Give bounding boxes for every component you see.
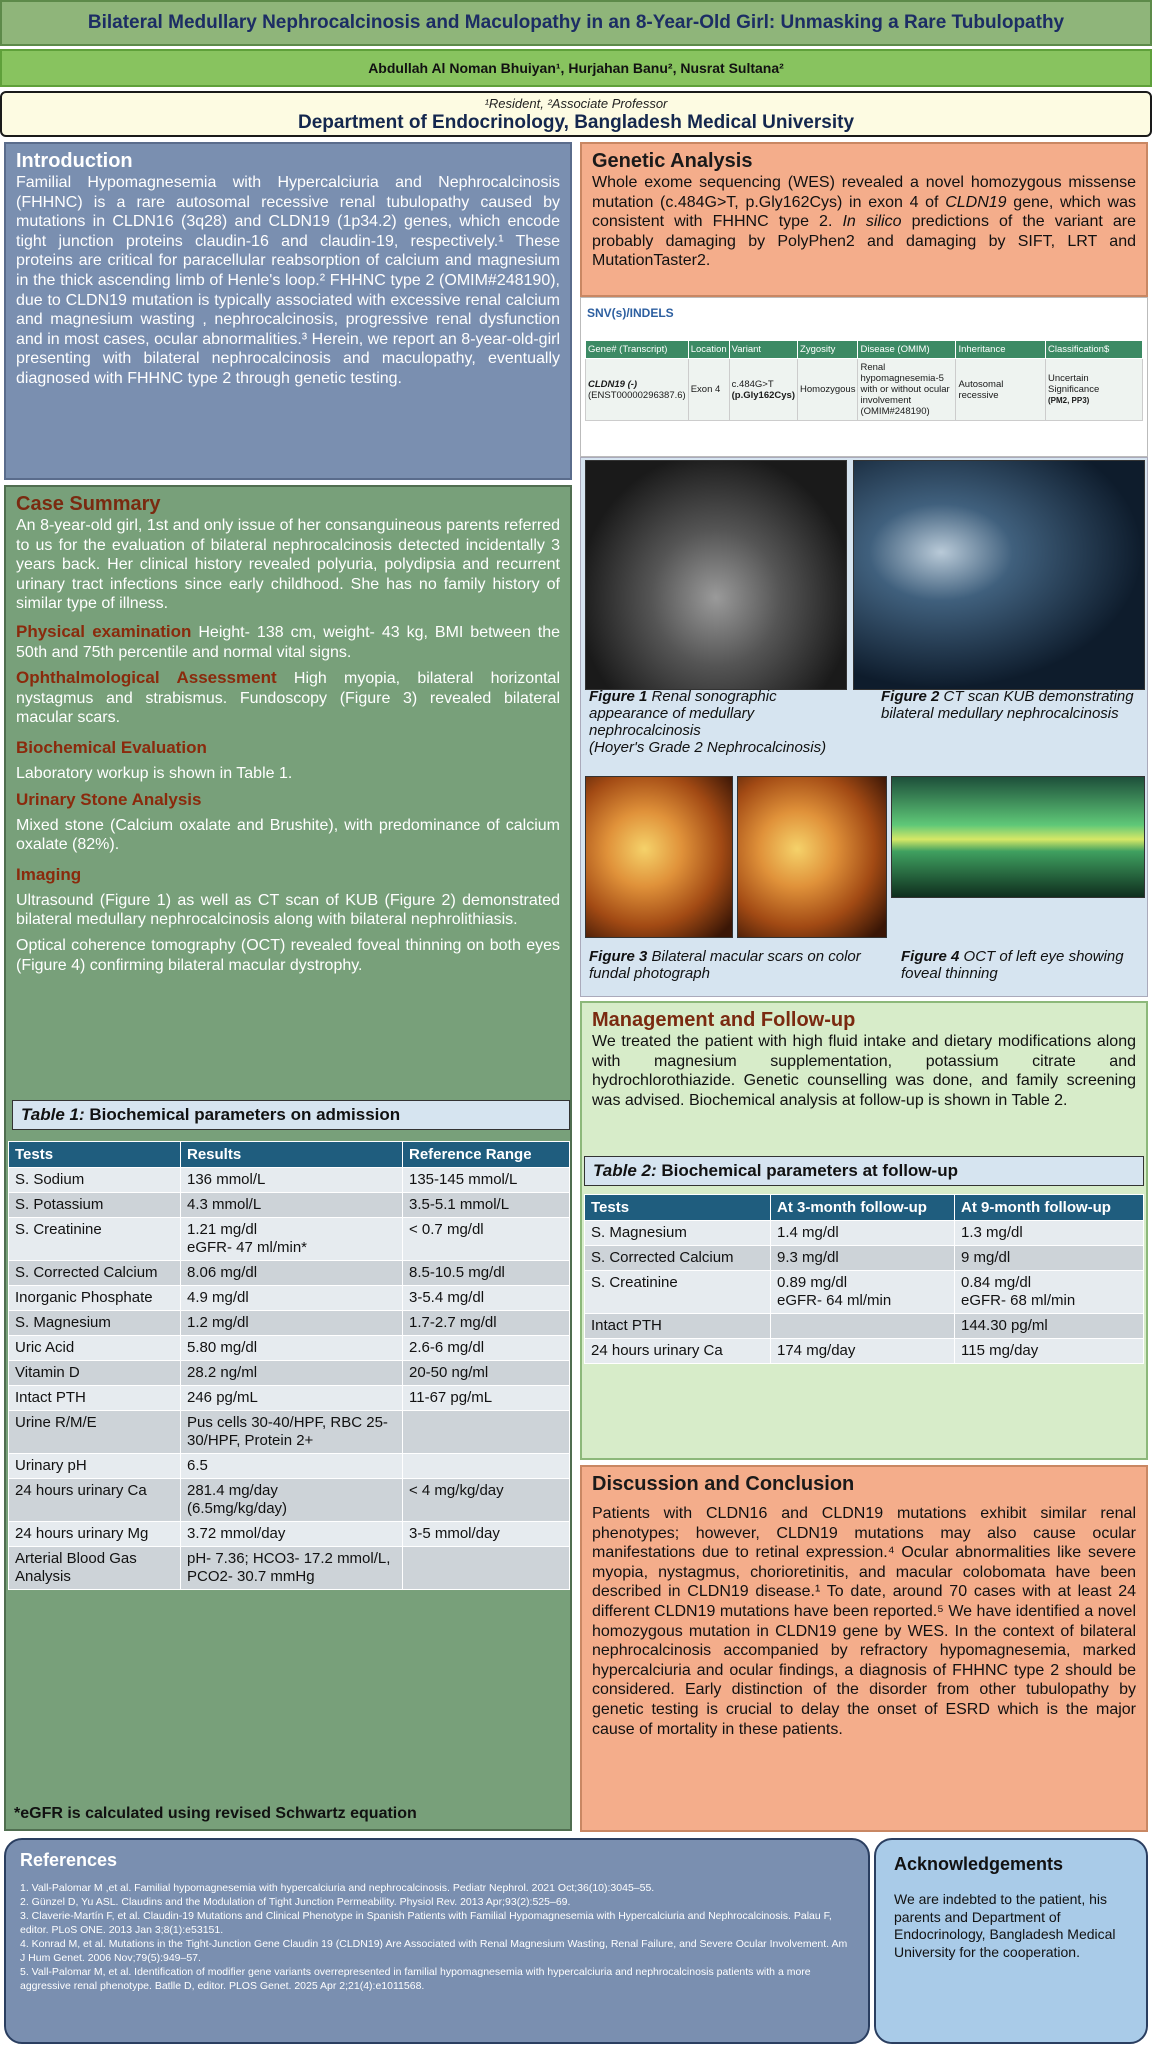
table1-cell: Urinary pH bbox=[9, 1454, 181, 1479]
figure4-label: Figure 4 bbox=[901, 948, 960, 965]
table2-cell: Intact PTH bbox=[585, 1314, 771, 1339]
table1-cell: < 0.7 mg/dl bbox=[403, 1218, 570, 1261]
management-text: We treated the patient with high fluid intake and dietary modifications along with magnesium supplementation, potassium citrate and hydrochlorothiazide. Genetic counselling was done, and family screening was advised. Biochemical analysis at follow-up is shown in Table 2. bbox=[592, 1033, 1136, 1109]
references-list bbox=[20, 1881, 854, 1993]
reference-item: 1. Vall-Palomar M ,et al. Familial hypomagnesemia with hypercalciuria and nephrocalcinosis. Pediatr Nephrol. 2021 Oct;36(10):3045–55. bbox=[20, 1882, 655, 1894]
discussion-heading: Discussion and Conclusion bbox=[592, 1473, 855, 1495]
figure2-label: Figure 2 bbox=[881, 688, 940, 705]
table1-cell: Intact PTH bbox=[9, 1386, 181, 1411]
table1-cell: 3.5-5.1 mmol/L bbox=[403, 1193, 570, 1218]
snv-header-classification: Classification$ bbox=[1046, 341, 1143, 359]
figure4-text: OCT of left eye showing foveal thinning bbox=[901, 948, 1124, 982]
table2-header-3month: At 3-month follow-up bbox=[771, 1195, 955, 1221]
snv-variant-p: (p.Gly162Cys) bbox=[731, 389, 796, 401]
department-name: Department of Endocrinology, Bangladesh Medical University bbox=[297, 112, 855, 133]
table2-cell: 174 mg/day bbox=[771, 1339, 955, 1364]
biochemical-text: Laboratory workup is shown in Table 1. bbox=[16, 764, 293, 782]
figure1-caption bbox=[589, 688, 849, 756]
table2-caption-text: Biochemical parameters at follow-up bbox=[656, 1161, 958, 1180]
table1-cell: 8.5-10.5 mg/dl bbox=[403, 1261, 570, 1286]
table1-cell: 3-5 mmol/day bbox=[403, 1522, 570, 1547]
ophthalmology-paragraph bbox=[16, 668, 560, 728]
table2-cell: S. Magnesium bbox=[585, 1221, 771, 1246]
snv-header-location: Location bbox=[688, 341, 729, 359]
table1-row bbox=[9, 1522, 570, 1547]
imaging-text-2: Optical coherence tomography (OCT) revealed foveal thinning on both eyes (Figure 4) confirming bilateral macular dystrophy. bbox=[16, 936, 560, 974]
table2-cell: 24 hours urinary Ca bbox=[585, 1339, 771, 1364]
table2-cell: 0.84 mg/dl eGFR- 68 ml/min bbox=[955, 1271, 1144, 1314]
ophthalmology-text: High myopia, bilateral horizontal nystagmus and strabismus. Fundoscopy (Figure 3) revealed bilateral macular scars. bbox=[16, 670, 560, 727]
snv-classification-cell bbox=[1046, 359, 1143, 421]
snv-transcript: (ENST00000296387.6) bbox=[588, 389, 686, 401]
table1-cell: 11-67 pg/mL bbox=[403, 1386, 570, 1411]
fundus-photo-right bbox=[585, 776, 733, 938]
case-summary-heading: Case Summary bbox=[16, 493, 161, 515]
genetic-text-gene: CLDN19 bbox=[945, 193, 1007, 211]
table1-cell: S. Corrected Calcium bbox=[9, 1261, 181, 1286]
table1-cell: < 4 mg/kg/day bbox=[403, 1479, 570, 1522]
snv-header-disease: Disease (OMIM) bbox=[858, 341, 956, 359]
discussion-text: Patients with CLDN16 and CLDN19 mutations exhibit similar renal phenotypes; however, CLDN19 mutations may also cause ocular manifestations due to retinal expression.⁴ Ocular abnormalities like severe myopia, nystagmus, chorioretinitis, and macular colobomata have been described in CLDN19 disease.¹ To date, around 70 cases with at least 24 different CLDN19 mutations have been reported.⁵ We have identified a novel homozygous mutation in CLDN19 gene by WES. In the context of bilateral nephrocalcinosis accompanied by refractory hypomagnesemia, marked hypercalciuria and ocular findings, a diagnosis of FHHNC type 2 should be considered. Early distinction of the disorder from other tubulopathy by genetic testing is crucial to delay the onset of ESRD which is the major cause of mortality in these patients. bbox=[592, 1505, 1136, 1738]
table1-row bbox=[9, 1411, 570, 1454]
table1-cell: 28.2 ng/ml bbox=[181, 1361, 403, 1386]
author-roles: ¹Resident, ²Associate Professor bbox=[484, 96, 668, 111]
table1-cell: 281.4 mg/day (6.5mg/kg/day) bbox=[181, 1479, 403, 1522]
table2-cell: 1.3 mg/dl bbox=[955, 1221, 1144, 1246]
snv-zygosity: Homozygous bbox=[798, 359, 858, 421]
table2-cell bbox=[771, 1314, 955, 1339]
acknowledgements-heading: Acknowledgements bbox=[894, 1854, 1064, 1874]
table2-row bbox=[585, 1221, 1144, 1246]
table1-cell: S. Potassium bbox=[9, 1193, 181, 1218]
snv-table bbox=[585, 340, 1143, 421]
snv-header-variant: Variant bbox=[729, 341, 797, 359]
table2-header-9month: At 9-month follow-up bbox=[955, 1195, 1144, 1221]
table1-cell: 1.2 mg/dl bbox=[181, 1311, 403, 1336]
department-bar bbox=[0, 91, 1152, 137]
table1-caption bbox=[12, 1100, 570, 1130]
table2-cell: 144.30 pg/ml bbox=[955, 1314, 1144, 1339]
table1-cell: 1.7-2.7 mg/dl bbox=[403, 1311, 570, 1336]
genetic-analysis-section bbox=[580, 142, 1148, 297]
table1-cell: 8.06 mg/dl bbox=[181, 1261, 403, 1286]
table1-cell: 20-50 ng/ml bbox=[403, 1361, 570, 1386]
reference-item: 5. Vall-Palomar M, et al. Identification of modifier gene variants overrepresented in familial hypomagnesemia with hypercalciuria and nephrocalcinosis patients with a more aggressive renal phenotype. Batlle D, editor. PLOS Genet. 2025 Apr 2;21(4):e1011568. bbox=[20, 1966, 811, 1992]
snv-label: SNV(s)/INDELS bbox=[587, 306, 674, 320]
table1-cell: 3.72 mmol/day bbox=[181, 1522, 403, 1547]
imaging-heading: Imaging bbox=[16, 864, 82, 884]
ct-kub-image bbox=[853, 460, 1145, 690]
table2-cell: 0.89 mg/dl eGFR- 64 ml/min bbox=[771, 1271, 955, 1314]
table1-cell: Vitamin D bbox=[9, 1361, 181, 1386]
table1-cell: 6.5 bbox=[181, 1454, 403, 1479]
table1-cell: 24 hours urinary Mg bbox=[9, 1522, 181, 1547]
authors-bar bbox=[0, 49, 1152, 87]
figures-panel bbox=[580, 457, 1148, 997]
genetic-text-a: Whole exome sequencing (WES) revealed a novel homozygous missense mutation (c.484G>T, p.Gly162Cys) in exon 4 of bbox=[592, 174, 1136, 211]
table2-cell: 9 mg/dl bbox=[955, 1246, 1144, 1271]
table2-cell: 1.4 mg/dl bbox=[771, 1221, 955, 1246]
table1-header-reference: Reference Range bbox=[403, 1142, 570, 1168]
genetic-text-b: gene, which was consistent with FHHNC type 2. bbox=[592, 193, 1137, 231]
table1-cell: pH- 7.36; HCO3- 17.2 mmol/L, PCO2- 30.7 mmHg bbox=[181, 1547, 403, 1590]
snv-classification-note: (PM2, PP3) bbox=[1048, 396, 1090, 405]
introduction-section bbox=[4, 142, 572, 480]
table2-header-tests: Tests bbox=[585, 1195, 771, 1221]
table1-cell: Urine R/M/E bbox=[9, 1411, 181, 1454]
genetic-text-c: predictions of the variant are probably damaging by PolyPhen2 and damaging by SIFT, LRT and MutationTaster2. bbox=[592, 213, 1137, 270]
table1-row bbox=[9, 1336, 570, 1361]
table1-cell: Uric Acid bbox=[9, 1336, 181, 1361]
table1-note: *eGFR is calculated using revised Schwartz equation bbox=[14, 1805, 417, 1822]
physical-exam-paragraph bbox=[16, 622, 560, 662]
table1-cell: 4.9 mg/dl bbox=[181, 1286, 403, 1311]
introduction-text: Familial Hypomagnesemia with Hypercalciuria and Nephrocalcinosis (FHHNC) is a rare autosomal recessive renal tubulopathy caused by mutations in CLDN16 (3q28) and CLDN19 (1p34.2) genes, which encode tight junction proteins claudin-16 and claudin-19, respectively.¹ These proteins are critical for paracellular reabsorption of calcium and magnesium in the thick ascending limb of Henle's loop.² FHHNC type 2 (OMIM#248190), due to CLDN19 mutation is typically associated with excessive renal calcium and magnesium wasting , nephrocalcinosis, progressive renal dysfunction and in most cases, ocular abnormalities.³ Herein, we report an 8-year-old-girl presenting with bilateral nephrocalcinosis and maculopathy, eventually diagnosed with FHHNC type 2 through genetic testing. bbox=[16, 174, 560, 387]
oct-image bbox=[891, 776, 1145, 898]
table1-row bbox=[9, 1454, 570, 1479]
figure1-text2: (Hoyer's Grade 2 Nephrocalcinosis) bbox=[589, 739, 827, 756]
table1-cell: Inorganic Phosphate bbox=[9, 1286, 181, 1311]
snv-variant-cell bbox=[729, 359, 797, 421]
snv-gene: CLDN19 (-) bbox=[588, 378, 638, 390]
snv-location: Exon 4 bbox=[688, 359, 729, 421]
table1-cell: Arterial Blood Gas Analysis bbox=[9, 1547, 181, 1590]
genetic-text bbox=[592, 173, 1136, 271]
physical-exam-text: Height- 138 cm, weight- 43 kg, BMI between the 50th and 75th percentile and normal vital signs. bbox=[16, 623, 561, 661]
figure3-label: Figure 3 bbox=[589, 948, 648, 965]
genetic-heading: Genetic Analysis bbox=[592, 150, 753, 172]
snv-inheritance: Autosomal recessive bbox=[956, 359, 1046, 421]
table1-row bbox=[9, 1386, 570, 1411]
figure3-text: Bilateral macular scars on color fundal photograph bbox=[589, 948, 861, 982]
table1-header-results: Results bbox=[181, 1142, 403, 1168]
table1-row bbox=[9, 1168, 570, 1193]
table1-cell bbox=[403, 1411, 570, 1454]
renal-ultrasound-image bbox=[585, 460, 847, 690]
figure2-text: CT scan KUB demonstrating bilateral medullary nephrocalcinosis bbox=[881, 688, 1134, 722]
table1-header-tests: Tests bbox=[9, 1142, 181, 1168]
stone-text: Mixed stone (Calcium oxalate and Brushite), with predominance of calcium oxalate (82%). bbox=[16, 816, 560, 854]
table1-row bbox=[9, 1311, 570, 1336]
poster-title-bar bbox=[0, 0, 1152, 46]
table1-row bbox=[9, 1193, 570, 1218]
table2-cell: 9.3 mg/dl bbox=[771, 1246, 955, 1271]
table1-caption-label: Table 1: bbox=[21, 1105, 85, 1124]
table1-cell: S. Magnesium bbox=[9, 1311, 181, 1336]
case-summary-text: An 8-year-old girl, 1st and only issue of her consanguineous parents referred to us for the evaluation of bilateral nephrocalcinosis detected incidentally 3 years back. Her clinical history revealed polyuria, polydipsia and recurrent urinary tract infections since early childhood. She has no family history of similar type of illness. bbox=[16, 517, 560, 613]
table1-row bbox=[9, 1218, 570, 1261]
discussion-section bbox=[580, 1465, 1148, 1832]
introduction-heading: Introduction bbox=[16, 150, 133, 172]
acknowledgements-section bbox=[874, 1838, 1148, 2044]
table2-row bbox=[585, 1246, 1144, 1271]
table2-caption-label: Table 2: bbox=[593, 1161, 657, 1180]
reference-item: 2. Günzel D, Yu ASL. Claudins and the Modulation of Tight Junction Permeability. Physiol Rev. 2013 Apr;93(2):525–69. bbox=[20, 1896, 571, 1908]
figure4-caption bbox=[901, 948, 1141, 982]
table2-cell: 115 mg/day bbox=[955, 1339, 1144, 1364]
table1-cell: 24 hours urinary Ca bbox=[9, 1479, 181, 1522]
snv-gene-cell bbox=[586, 359, 689, 421]
table1-cell: S. Creatinine bbox=[9, 1218, 181, 1261]
snv-report bbox=[580, 297, 1148, 457]
snv-header-zygosity: Zygosity bbox=[798, 341, 858, 359]
biochemical-heading: Biochemical Evaluation bbox=[16, 737, 207, 757]
figure1-label: Figure 1 bbox=[589, 688, 648, 705]
table2-cell: S. Creatinine bbox=[585, 1271, 771, 1314]
snv-disease: Renal hypomagnesemia-5 with or without ocular involvement (OMIM#248190) bbox=[858, 359, 956, 421]
table1-cell: 4.3 mmol/L bbox=[181, 1193, 403, 1218]
figure2-caption bbox=[881, 688, 1143, 722]
table2-row bbox=[585, 1339, 1144, 1364]
figure3-caption bbox=[589, 948, 879, 982]
authors: Abdullah Al Noman Bhuiyan¹, Hurjahan Banu², Nusrat Sultana² bbox=[368, 60, 784, 76]
table1-cell: 1.21 mg/dl eGFR- 47 ml/min* bbox=[181, 1218, 403, 1261]
table1-cell: 135-145 mmol/L bbox=[403, 1168, 570, 1193]
table1-row bbox=[9, 1361, 570, 1386]
table1-cell: Pus cells 30-40/HPF, RBC 25-30/HPF, Protein 2+ bbox=[181, 1411, 403, 1454]
table1-cell: S. Sodium bbox=[9, 1168, 181, 1193]
table1-cell bbox=[403, 1454, 570, 1479]
table1-cell bbox=[403, 1547, 570, 1590]
table1-cell: 136 mmol/L bbox=[181, 1168, 403, 1193]
physical-exam-heading: Physical examination bbox=[16, 621, 192, 641]
table1-row bbox=[9, 1286, 570, 1311]
fundus-photo-left bbox=[737, 776, 887, 938]
ophthalmology-heading: Ophthalmological Assessment bbox=[16, 668, 277, 688]
references-heading: References bbox=[20, 1850, 118, 1870]
poster-title: Bilateral Medullary Nephrocalcinosis and Maculopathy in an 8-Year-Old Girl: Unmasking a Rare Tubulopathy bbox=[87, 12, 1065, 33]
stone-heading: Urinary Stone Analysis bbox=[16, 789, 202, 809]
snv-header-gene: Gene# (Transcript) bbox=[586, 341, 689, 359]
snv-header-inheritance: Inheritance bbox=[956, 341, 1046, 359]
reference-item: 4. Konrad M, et al. Mutations in the Tight-Junction Gene Claudin 19 (CLDN19) Are Associated with Renal Magnesium Wasting, Renal Failure, and Severe Ocular Involvement. Am J Hum Genet. 2006 Nov;79(5):949–57. bbox=[20, 1938, 848, 1964]
snv-variant-c: c.484G>T bbox=[731, 378, 774, 390]
imaging-text-1: Ultrasound (Figure 1) as well as CT scan of KUB (Figure 2) demonstrated bilateral medullary nephrocalcinosis along with bilateral nephrolithiasis. bbox=[16, 891, 560, 929]
table2-caption bbox=[584, 1156, 1144, 1186]
snv-classification: Uncertain Significance bbox=[1048, 373, 1100, 395]
acknowledgements-text: We are indebted to the patient, his parents and Department of Endocrinology, Bangladesh Medical University for the cooperation. bbox=[894, 1891, 1116, 1960]
references-section bbox=[4, 1838, 870, 2044]
table1-cell: 246 pg/mL bbox=[181, 1386, 403, 1411]
management-heading: Management and Follow-up bbox=[592, 1009, 856, 1031]
table1-row bbox=[9, 1261, 570, 1286]
table2-row bbox=[585, 1314, 1144, 1339]
reference-item: 3. Claverie-Martín F, et al. Claudin-19 Mutations and Clinical Phenotype in Spanish Patients with Familial Hypomagnesemia with Hypercalciuria and Nephrocalcinosis. Palau F, editor. PLoS ONE. 2013 Jan 3;8(1):e53151. bbox=[20, 1910, 832, 1936]
table2-cell: S. Corrected Calcium bbox=[585, 1246, 771, 1271]
table2 bbox=[584, 1194, 1144, 1364]
table1-caption-text: Biochemical parameters on admission bbox=[84, 1105, 401, 1124]
table1-row bbox=[9, 1547, 570, 1590]
table1-cell: 3-5.4 mg/dl bbox=[403, 1286, 570, 1311]
genetic-text-silico: In silico bbox=[842, 213, 902, 231]
table1-cell: 5.80 mg/dl bbox=[181, 1336, 403, 1361]
table1-row bbox=[9, 1479, 570, 1522]
figure1-text: Renal sonographic appearance of medullary nephrocalcinosis bbox=[589, 688, 777, 739]
table1 bbox=[8, 1141, 570, 1590]
table2-row bbox=[585, 1271, 1144, 1314]
table1-cell: 2.6-6 mg/dl bbox=[403, 1336, 570, 1361]
